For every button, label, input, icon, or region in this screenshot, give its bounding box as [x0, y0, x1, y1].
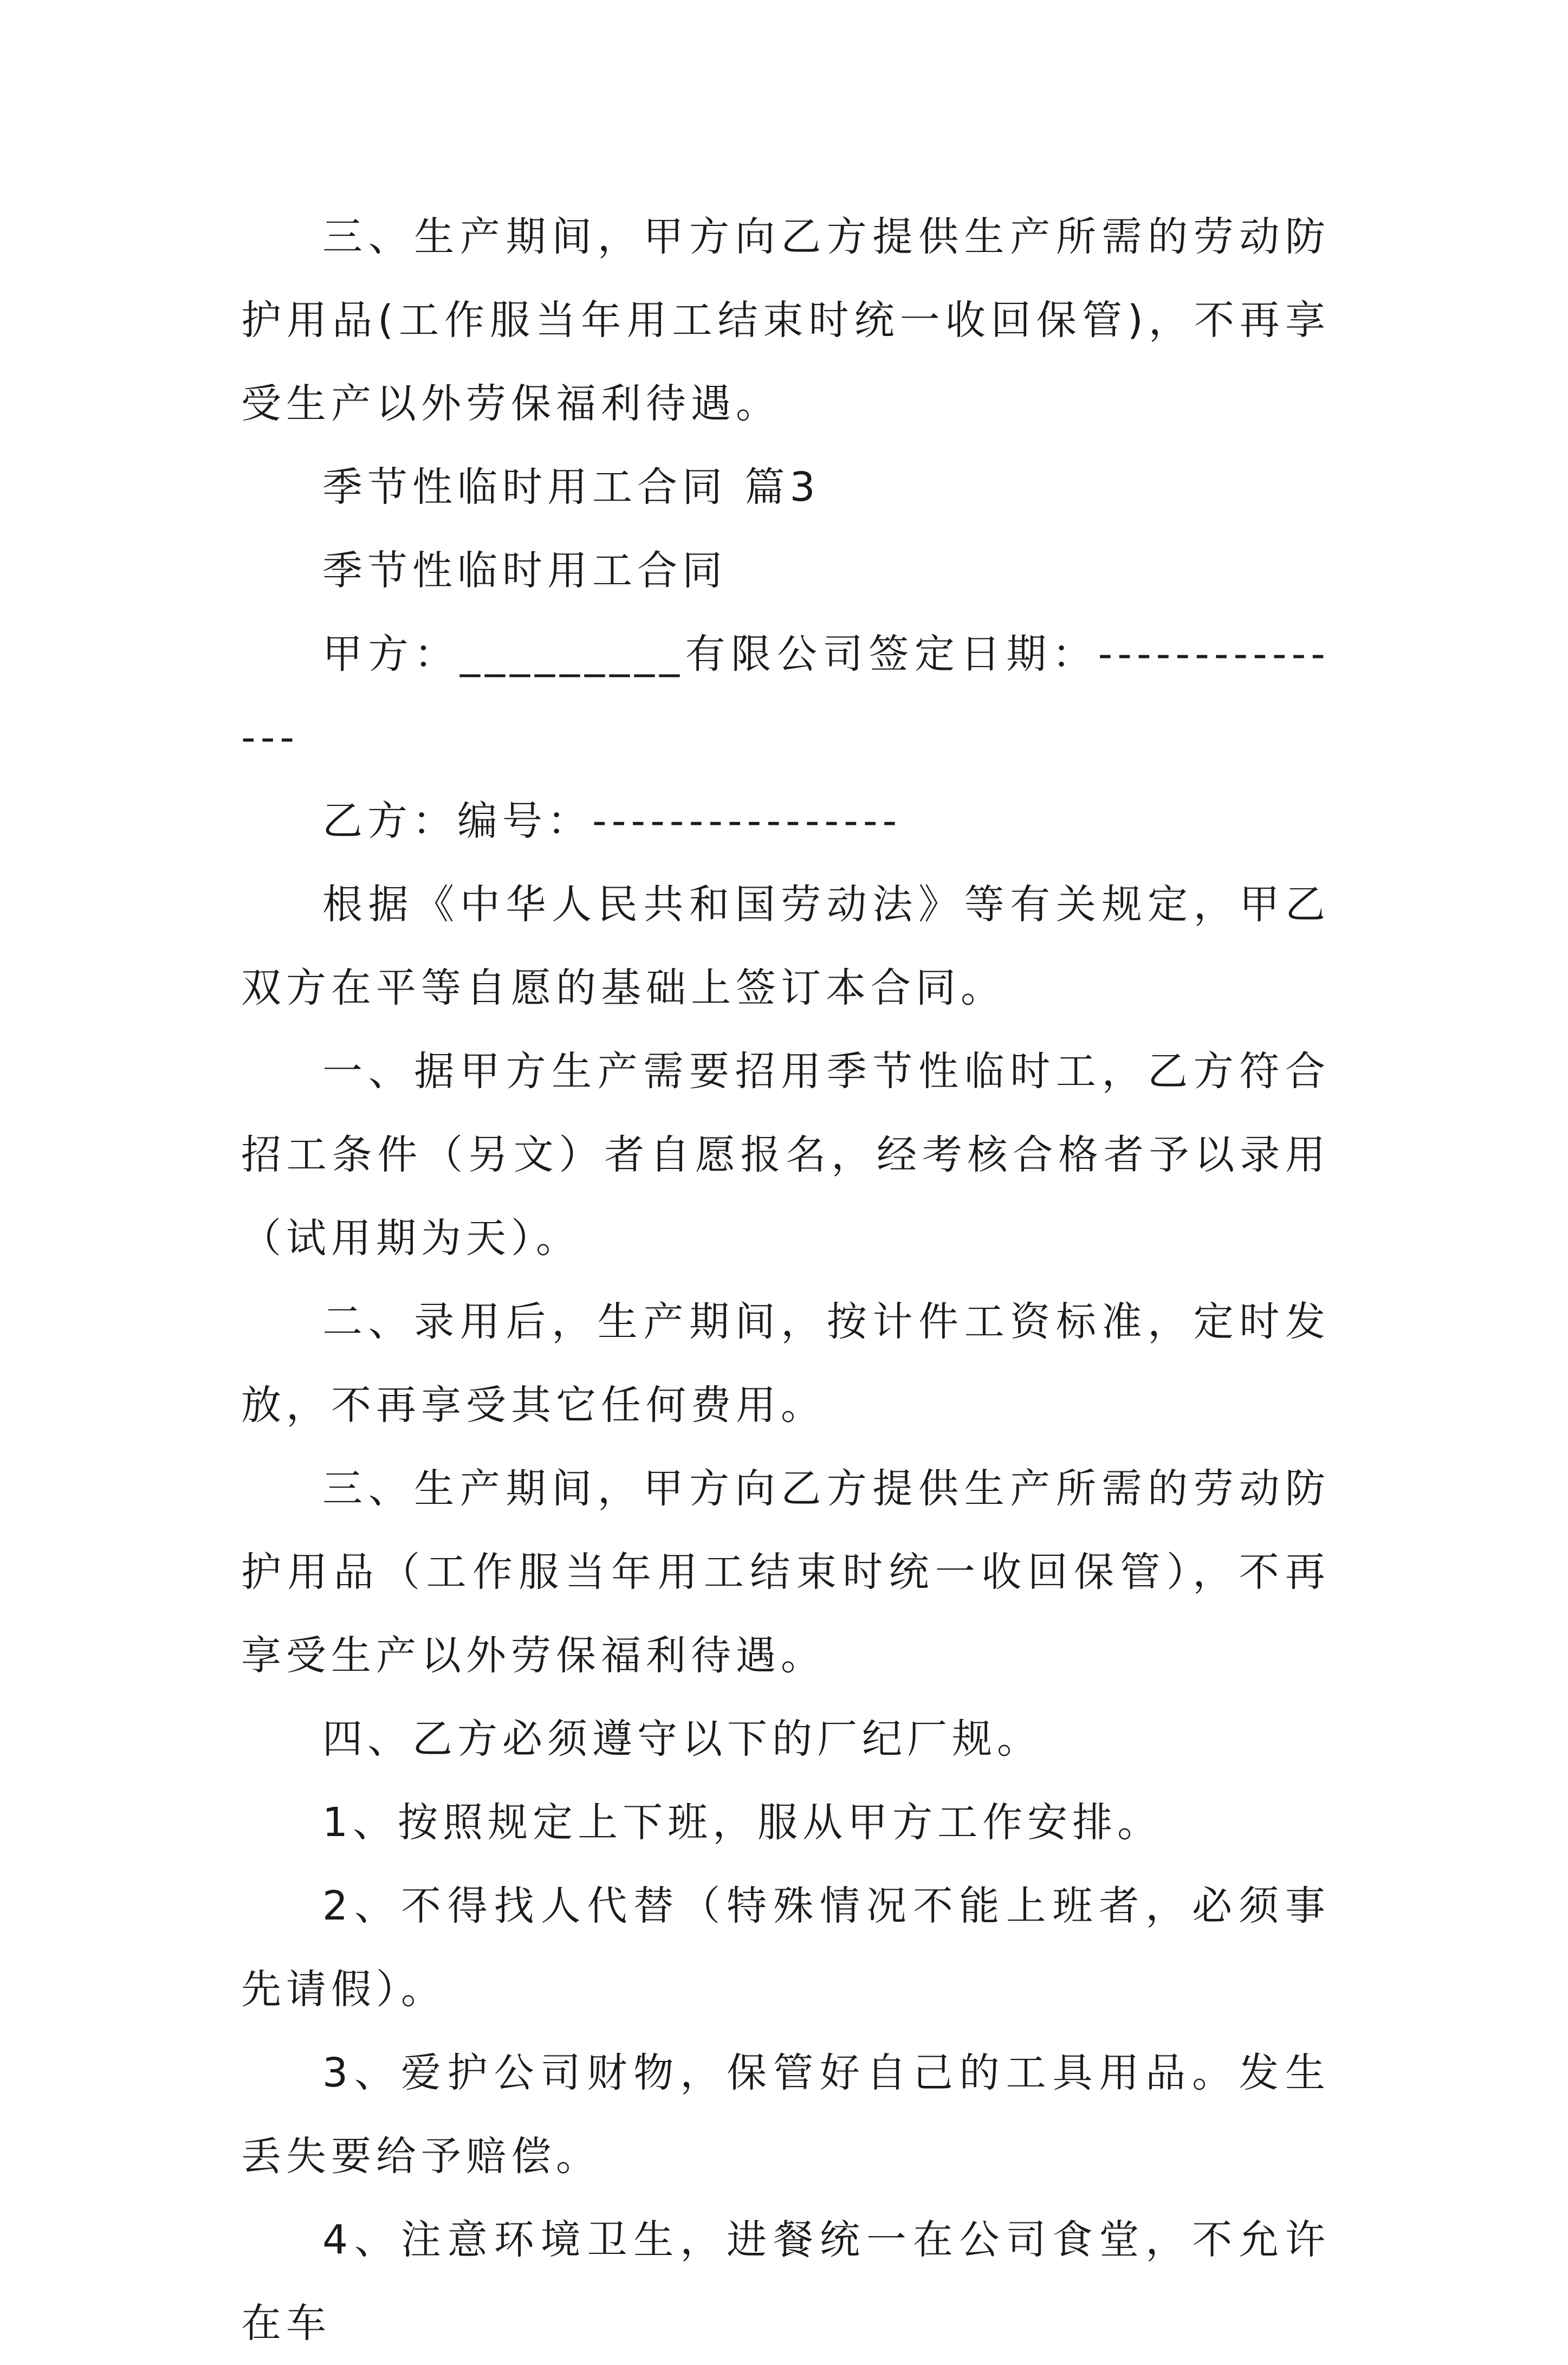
paragraph-preamble: 根据《中华人民共和国劳动法》等有关规定，甲乙双方在平等自愿的基础上签订本合同。: [241, 881, 1330, 1011]
rule-item-2: 2、不得找人代替（特殊情况不能上班者，必须事先请假）。: [241, 1883, 1330, 2013]
contract-title: 季节性临时用工合同: [322, 547, 727, 594]
paragraph-clause-3: 三、生产期间，甲方向乙方提供生产所需的劳动防护用品（工作服当年用工结束时统一收回保管），不再享受生产以外劳保福利待遇。: [241, 1465, 1330, 1679]
paragraph-clause-1: 一、据甲方生产需要招用季节性临时工，乙方符合招工条件（另文）者自愿报名，经考核合格者予以录用（试用期为天）。: [241, 1048, 1330, 1262]
party-a-line: 甲方：_________有限公司签定日期：---------------: [241, 631, 1330, 761]
paragraph-clause-3-prev: 三、生产期间，甲方向乙方提供生产所需的劳动防护用品(工作服当年用工结束时统一收回保管)，不再享受生产以外劳保福利待遇。: [241, 214, 1330, 427]
paragraph-clause-4: 四、乙方必须遵守以下的厂纪厂规。: [322, 1716, 1042, 1762]
document-body: [241, 195, 1330, 2365]
party-b-line: 乙方：编号：----------------: [322, 798, 902, 844]
rule-item-3: 3、爱护公司财物，保管好自己的工具用品。发生丢失要给予赔偿。: [241, 2050, 1330, 2180]
paragraph-clause-2: 二、录用后，生产期间，按计件工资标准，定时发放，不再享受其它任何费用。: [241, 1298, 1330, 1429]
rule-item-1: 1、按照规定上下班，服从甲方工作安排。: [322, 1799, 1163, 1846]
section-heading: 季节性临时用工合同 篇3: [322, 464, 820, 511]
rule-item-4: 4、注意环境卫生，进餐统一在公司食堂，不允许在车: [241, 2217, 1330, 2347]
